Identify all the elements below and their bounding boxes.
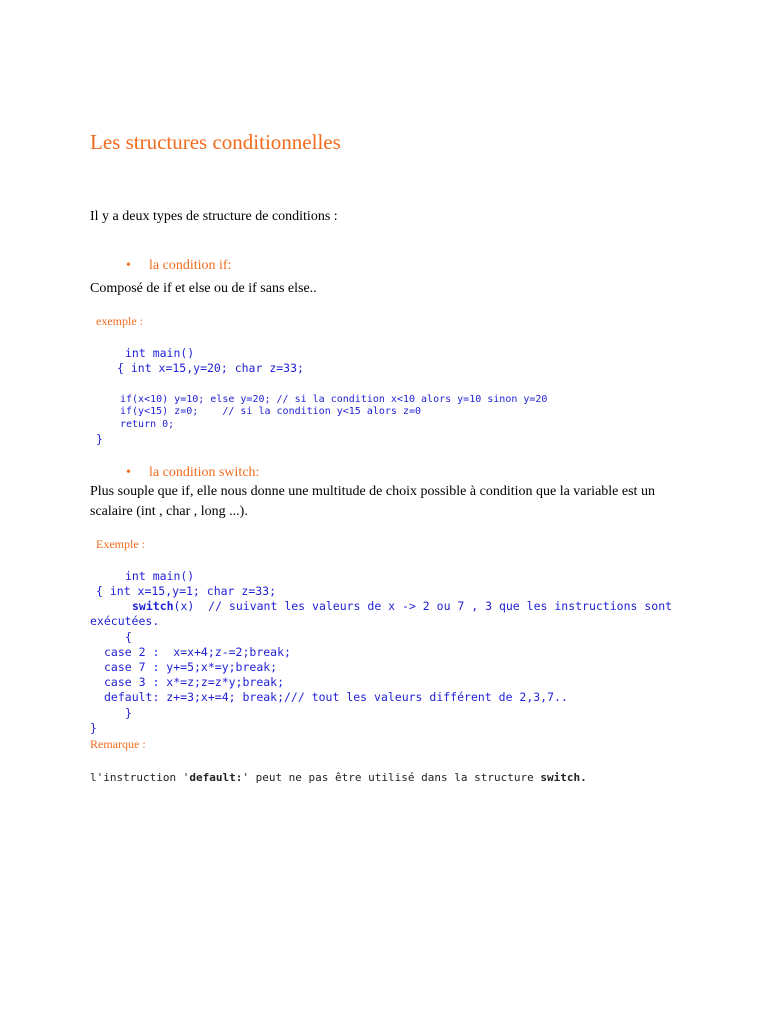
remark-text — [90, 771, 587, 784]
switch-code-line-6: case 2 : x=x+4;z-=2;break; — [104, 645, 291, 659]
switch-code-line-5: { — [125, 630, 132, 644]
switch-code-line-7: case 7 : y+=5;x*=y;break; — [104, 660, 278, 674]
if-code-line-2: { int x=15,y=20; char z=33; — [117, 361, 304, 375]
bullet-dot-icon: • — [126, 465, 131, 480]
remark-label: Remarque : — [90, 737, 146, 751]
bullet-if-label: la condition if: — [149, 258, 232, 273]
if-description: Composé de if et else ou de if sans else.. — [90, 281, 317, 296]
switch-code-line-4: exécutées. — [90, 614, 160, 628]
switch-code-line-11: } — [90, 721, 97, 735]
remark-text-prefix: l'instruction ' — [90, 771, 190, 784]
switch-code-line-1: int main() — [125, 569, 195, 583]
if-code-line-3: if(x<10) y=10; else y=20; // si la condition x<10 alors y=10 sinon y=20 — [120, 394, 548, 405]
bullet-dot-icon: • — [126, 258, 131, 273]
switch-code-line-3-rest: (x) // suivant les valeurs de x -> 2 ou 7 , 3 que les instructions sont — [173, 599, 673, 613]
remark-text-middle: ' peut ne pas être utilisé dans la structure — [242, 771, 541, 784]
if-code-line-1: int main() — [125, 346, 195, 360]
switch-code-line-8: case 3 : x*=z;z=z*y;break; — [104, 675, 285, 689]
switch-code-line-3 — [132, 599, 672, 614]
switch-example-label: Exemple : — [96, 537, 145, 551]
page-title: Les structures conditionnelles — [90, 130, 341, 154]
switch-keyword: switch — [132, 599, 174, 613]
bullet-switch-label: la condition switch: — [149, 465, 260, 480]
remark-keyword-default: default: — [189, 771, 243, 784]
if-example-label: exemple : — [96, 314, 143, 328]
switch-description: Plus souple que if, elle nous donne une multitude de choix possible à condition que la variable est un scalaire (int , char , long ...). — [90, 484, 655, 519]
if-code-line-4: if(y<15) z=0; // si la condition y<15 alors z=0 — [120, 406, 422, 417]
switch-code-line-10: } — [125, 706, 132, 720]
if-code-line-5: return 0; — [120, 419, 175, 430]
switch-code-line-2: { int x=15,y=1; char z=33; — [96, 584, 277, 598]
remark-keyword-switch: switch. — [540, 771, 587, 784]
if-code-line-6: } — [96, 432, 103, 446]
switch-code-line-9: default: z+=3;x+=4; break;/// tout les valeurs différent de 2,3,7.. — [104, 690, 568, 704]
intro-text: Il y a deux types de structure de conditions : — [90, 209, 338, 224]
